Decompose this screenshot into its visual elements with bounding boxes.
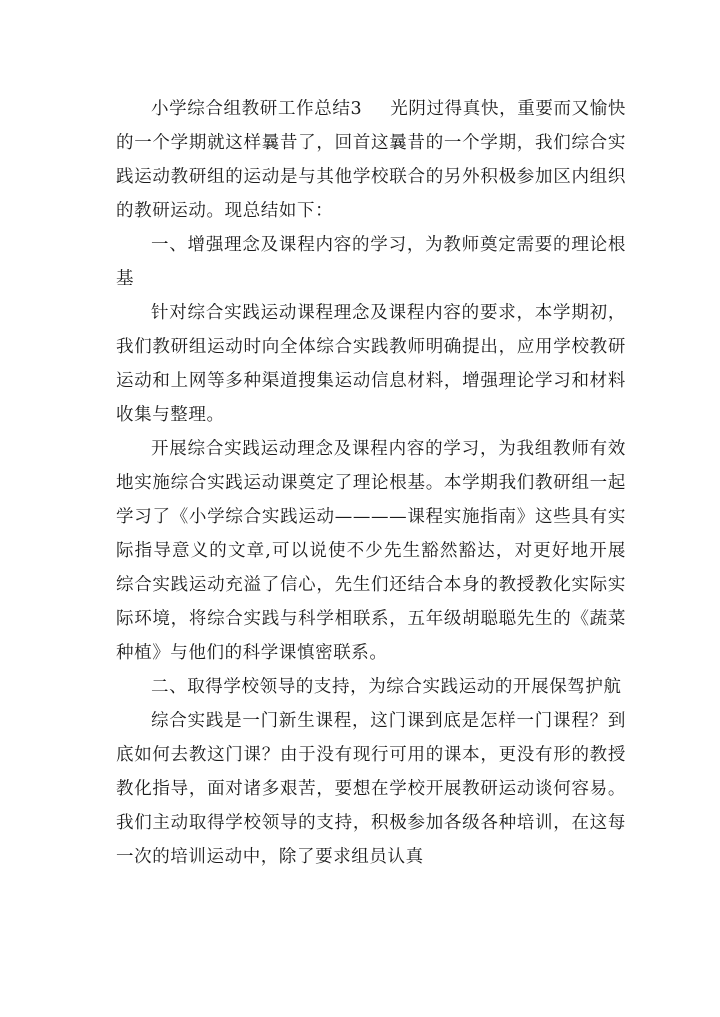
- body-paragraph: 开展综合实践运动理念及课程内容的学习，为我组教师有效地实施综合实践运动课奠定了理论根基。本学期我们教研组一起学习了《小学综合实践运动————课程实施指南》这些具有实际指导意义的文章,可以说使不少先生豁然豁达，对更好地开展综合实践运动充溢了信心，先生们还结合本身的教授教化实际实际环境，将综合实践与科学相联系，五年级胡聪聪先生的《蔬菜种植》与他们的科学课慎密联系。: [116, 439, 626, 663]
- intro-text: 光阴过得真快，重要而又愉快的一个学期就这样曩昔了，回首这曩昔的一个学期，我们综合实践运动教研组的运动是与其他学校联合的另外积极参加区内组织的教研运动。现总结如下：: [116, 99, 626, 221]
- section-heading-2: 二、取得学校领导的支持，为综合实践运动的开展保驾护航: [151, 677, 622, 697]
- intro-paragraph: [116, 92, 626, 228]
- body-paragraph: 综合实践是一门新生课程，这门课到底是怎样一门课程？到底如何去教这门课？由于没有现行可用的课本，更没有形的教授教化指导，面对诸多艰苦，要想在学校开展教研运动谈何容易。我们主动取得学校领导的支持，积极参加各级各种培训，在这每一次的培训运动中，除了要求组员认真: [116, 711, 626, 867]
- document-body: [116, 92, 626, 874]
- body-paragraph: 针对综合实践运动课程理念及课程内容的要求，本学期初，我们教研组运动时向全体综合实践教师明确提出，应用学校教研运动和上网等多种渠道搜集运动信息材料，增强理论学习和材料收集与整理。: [116, 303, 626, 425]
- section-heading-1: 一、增强理念及课程内容的学习，为教师奠定需要的理论根基: [116, 235, 626, 289]
- document-title: 小学综合组教研工作总结3: [151, 99, 363, 119]
